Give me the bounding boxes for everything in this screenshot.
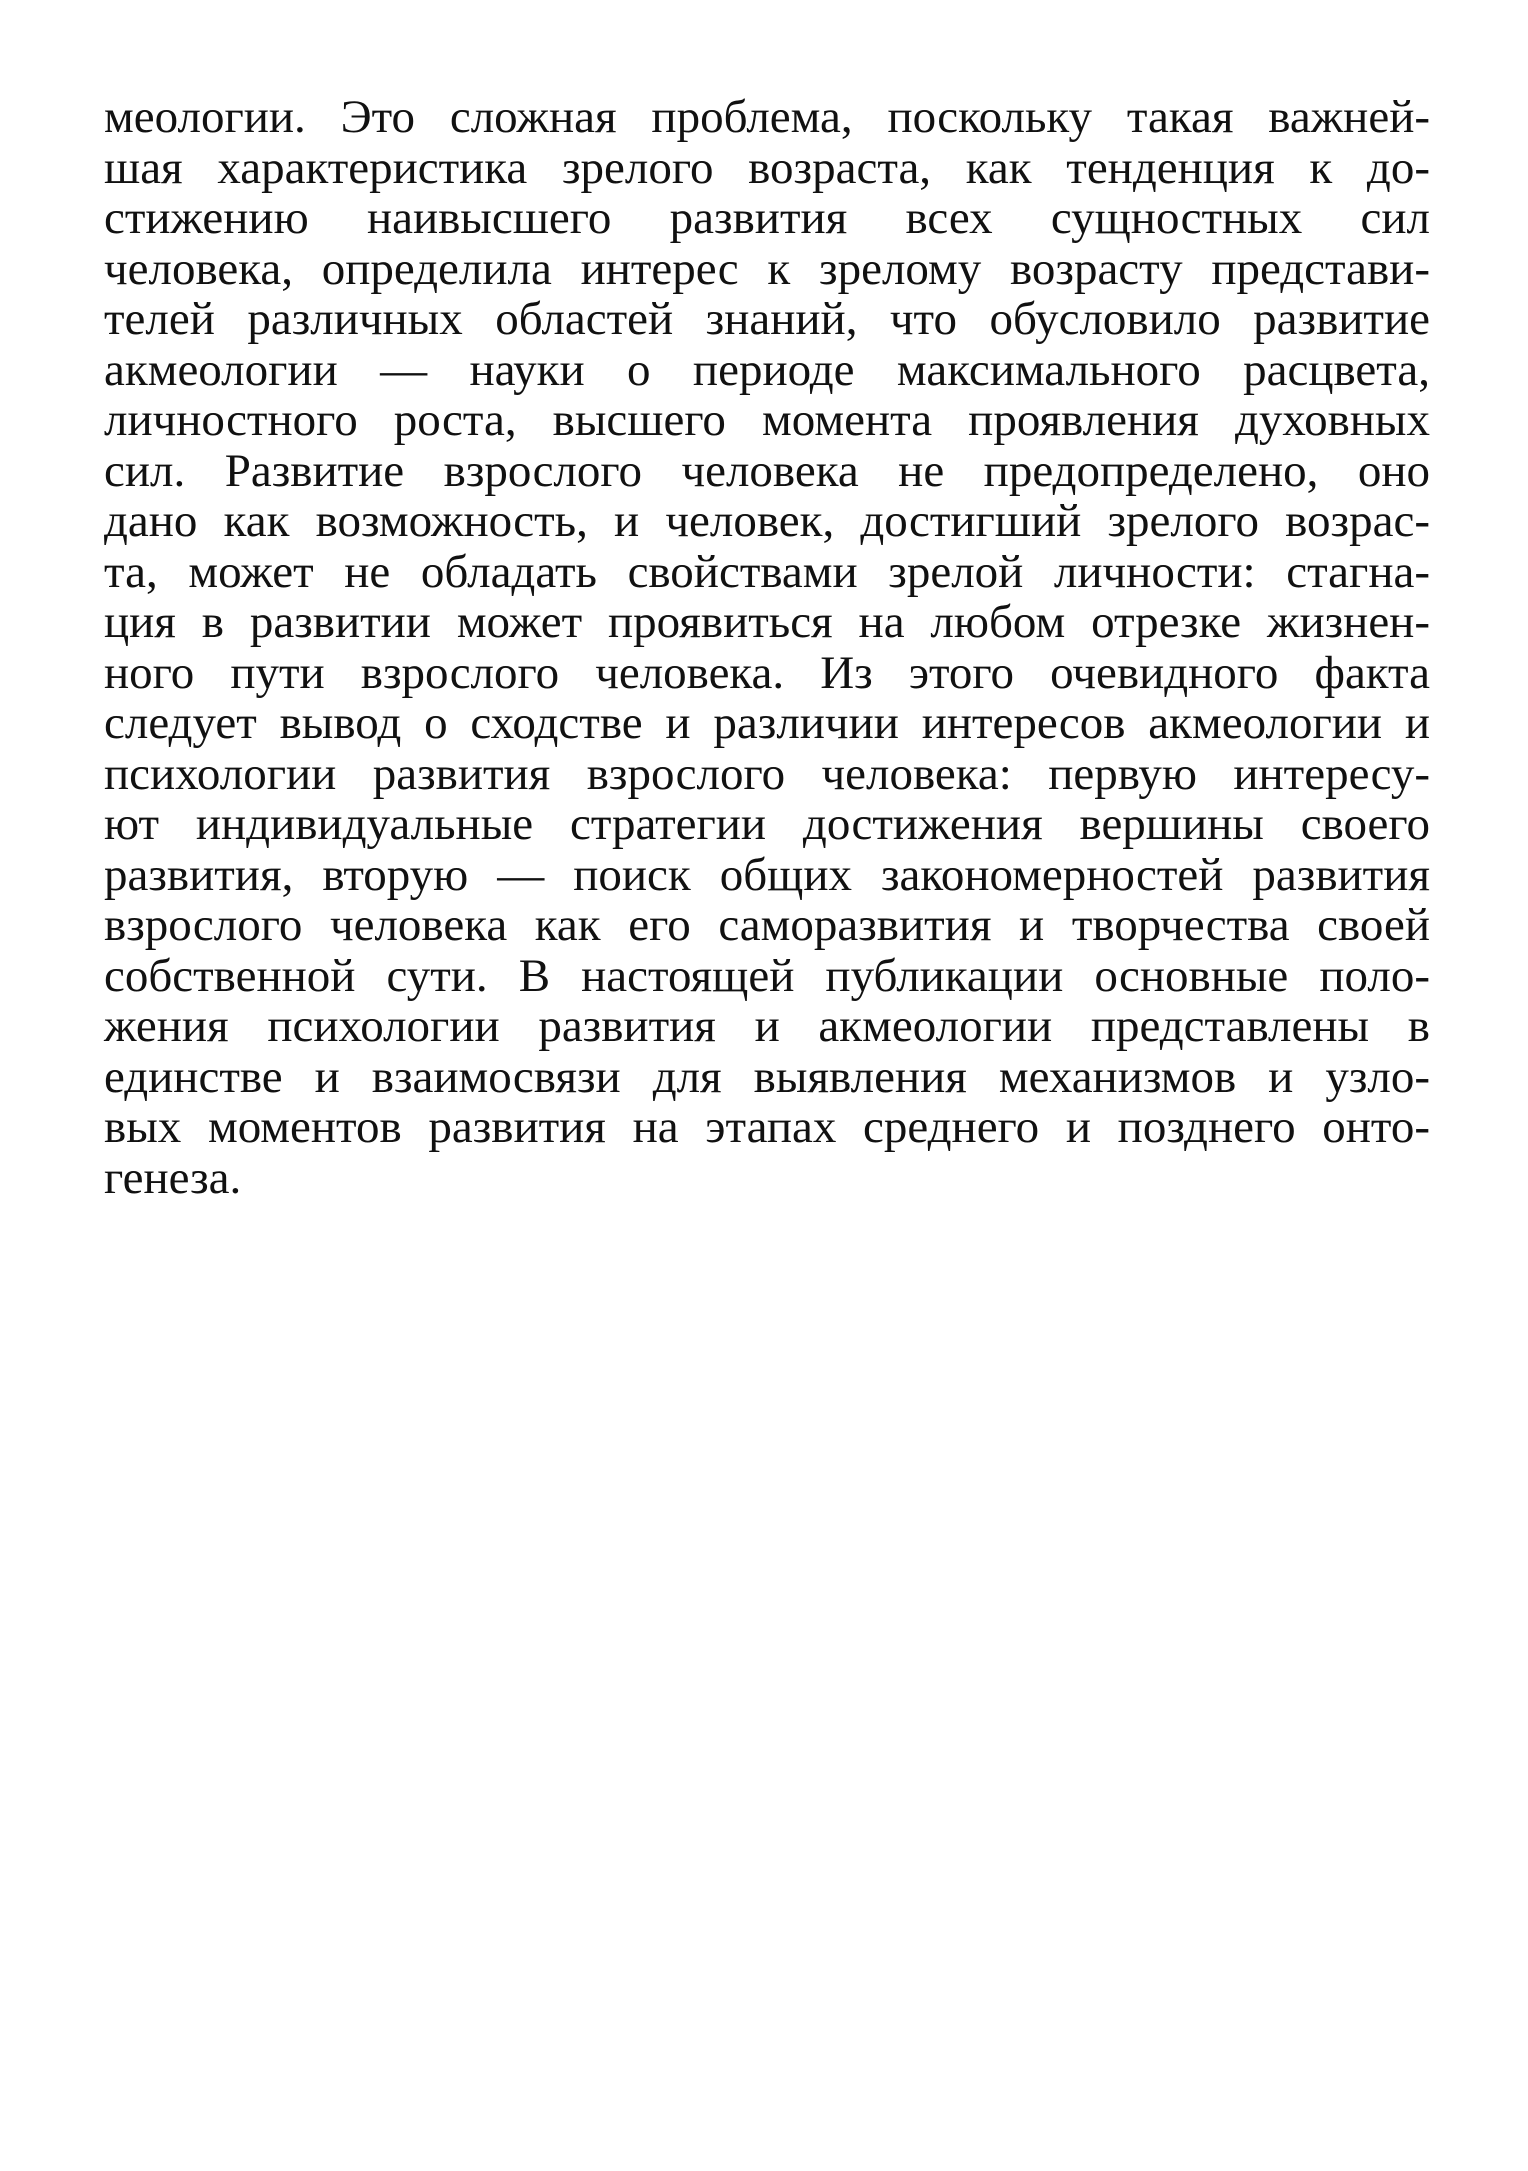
text-line: взрослого человека как его саморазвития и творчества своей <box>104 899 1430 951</box>
text-line: дано как возможность, и человек, достигший зрелого возрас- <box>104 495 1430 547</box>
text-line: человека, определила интерес к зрелому возрасту представи- <box>104 242 1430 295</box>
text-line: сил. Развитие взрослого человека не предопределено, оно <box>104 444 1430 497</box>
text-line: вых моментов развития на этапах среднего и позднего онто- <box>104 1101 1430 1153</box>
text-line: следует вывод о сходстве и различии интересов акмеологии и <box>104 697 1430 749</box>
text-line: развития, вторую — поиск общих закономерностей развития <box>104 848 1430 901</box>
text-line: ют индивидуальные стратегии достижения вершины своего <box>104 798 1430 850</box>
text-line: психологии развития взрослого человека: первую интересу- <box>104 747 1430 800</box>
text-line: ция в развитии может проявиться на любом отрезке жизнен- <box>104 596 1430 648</box>
text-line: жения психологии развития и акмеологии представлены в <box>104 1000 1430 1052</box>
text-line: телей различных областей знаний, что обусловило развитие <box>104 293 1430 345</box>
text-line: акмеологии — науки о периоде максимального расцвета, <box>104 343 1430 396</box>
text-line: единстве и взаимосвязи для выявления механизмов и узло- <box>104 1050 1430 1103</box>
text-line: меологии. Это сложная проблема, поскольку такая важней- <box>104 91 1430 143</box>
text-line: собственной сути. В настоящей публикации основные поло- <box>104 949 1430 1002</box>
body-paragraph <box>104 92 1430 1203</box>
text-line: личностного роста, высшего момента проявления духовных <box>104 394 1430 446</box>
text-line: шая характеристика зрелого возраста, как тенденция к до- <box>104 141 1430 194</box>
text-line: генеза. <box>104 1151 242 1204</box>
text-line: стижению наивысшего развития всех сущностных сил <box>104 192 1430 244</box>
text-line: ного пути взрослого человека. Из этого очевидного факта <box>104 646 1430 699</box>
text-line: та, может не обладать свойствами зрелой личности: стагна- <box>104 545 1430 598</box>
